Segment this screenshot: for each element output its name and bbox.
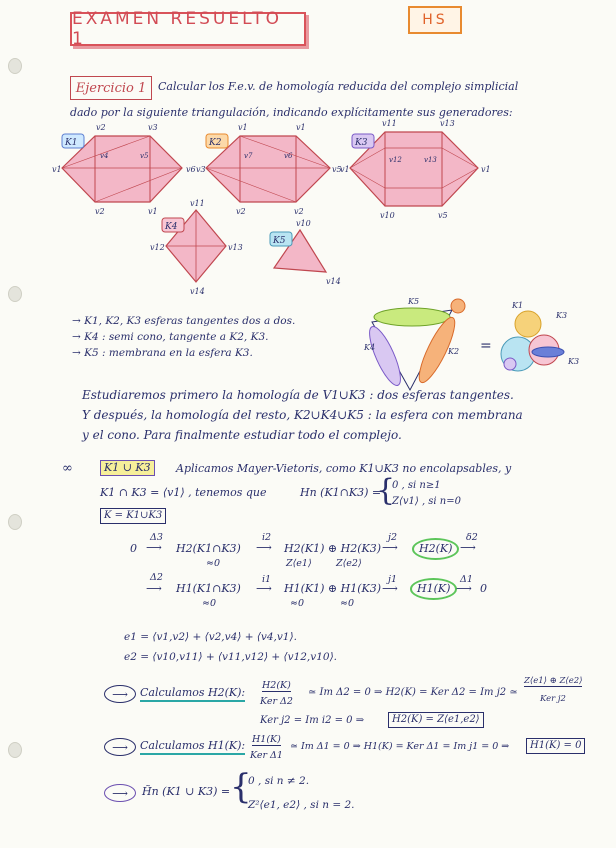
calc-h2-label: Calculamos H2(K): xyxy=(140,686,245,702)
note-line-2: → K4 : semi cono, tangente a K2, K3. xyxy=(72,331,269,343)
seq-row1-under-2: Z⟨e1⟩ xyxy=(286,558,312,569)
study-line-2: Y después, la homología del resto, K2∪K4∪K5 : la esfera con membrana xyxy=(82,408,523,422)
final-lhs: H̃n (K1 ∪ K3) = xyxy=(142,785,231,798)
svg-text:K4: K4 xyxy=(364,343,376,352)
section-label: K1 ∪ K3 xyxy=(100,460,155,476)
seq-row1-under-1: ≈0 xyxy=(206,558,221,569)
svg-text:v5: v5 xyxy=(438,211,448,220)
final-case-1: 0 , si n ≠ 2. xyxy=(248,775,310,787)
svg-text:v11: v11 xyxy=(190,199,205,208)
calc-h1-result: H1(K) = 0 xyxy=(526,738,585,754)
k-definition: K = K1∪K3 xyxy=(100,508,166,524)
seq-row2-arrow-label: Δ2 xyxy=(150,572,163,583)
seq-row1-term-2: H2(K1) ⊕ H2(K3) xyxy=(284,542,381,555)
svg-text:v14: v14 xyxy=(190,287,205,296)
svg-text:v1: v1 xyxy=(238,123,248,132)
svg-text:=: = xyxy=(480,338,492,354)
calc-h2-line2: Ker j2 = Im i2 = 0 ⇒ xyxy=(260,715,365,726)
svg-text:v11: v11 xyxy=(382,119,397,128)
hn-intersection: Hn (K1∩K3) = xyxy=(300,486,382,499)
svg-text:v3: v3 xyxy=(196,165,206,174)
svg-text:v5: v5 xyxy=(140,152,149,160)
exercise-label: Ejercicio 1 xyxy=(70,76,152,100)
k3-tag: K3 xyxy=(355,138,368,148)
svg-text:v6: v6 xyxy=(186,165,196,174)
seq-row1-arrow-label: j2 xyxy=(388,532,397,543)
arrow-icon: ⟶ xyxy=(382,541,398,554)
arrow-icon: ⟶ xyxy=(256,541,272,554)
calc-h1-label: Calculamos H1(K): xyxy=(140,739,245,755)
hn-case-2: Z⟨v1⟩ , si n=0 xyxy=(392,496,461,507)
arrow-icon: ⟶ xyxy=(382,582,398,595)
mv-line-2: K1 ∩ K3 = ⟨v1⟩ , tenemos que xyxy=(100,486,267,499)
svg-text:K3: K3 xyxy=(556,311,568,320)
svg-text:v13: v13 xyxy=(440,119,455,128)
subject-tag: HS xyxy=(408,6,462,34)
k1-tag: K1 xyxy=(65,138,78,148)
calc-h2-chain: ≃ Im Δ2 = 0 ⇒ H2(K) = Ker Δ2 = Im j2 ≃ xyxy=(308,687,518,698)
k2-tag: K2 xyxy=(209,138,222,148)
calc-h1-frac-top: H1(K) xyxy=(252,734,281,745)
svg-text:K5: K5 xyxy=(408,297,420,306)
svg-text:v2: v2 xyxy=(236,207,246,216)
svg-text:v14: v14 xyxy=(326,277,341,286)
seq-row1-zero: 0 xyxy=(130,542,137,555)
svg-text:v12: v12 xyxy=(389,156,402,164)
seq-row2-term-3: H1(K) xyxy=(410,578,457,600)
calc-h2-frac-bottom: Ker Δ2 xyxy=(260,696,293,707)
note-line-3: → K5 : membrana en la esfera K3. xyxy=(72,347,253,359)
seq-row2-under-2: ≈0 xyxy=(290,598,305,609)
svg-text:v10: v10 xyxy=(380,211,395,220)
statement-line-2: dado por la siguiente triangulación, indicando explícitamente sus generadores: xyxy=(70,106,513,119)
seq-row2-arrow-label: j1 xyxy=(388,574,397,585)
svg-text:v7: v7 xyxy=(244,152,253,160)
generator-e1: e1 = ⟨v1,v2⟩ + ⟨v2,v4⟩ + ⟨v4,v1⟩. xyxy=(124,631,297,643)
calc-h1-chain: ≃ Im Δ1 = 0 ⇒ H1(K) = Ker Δ1 = Im j1 = 0 ⇒ xyxy=(290,741,510,752)
arrow-icon: ⟶ xyxy=(146,582,162,595)
svg-text:v13: v13 xyxy=(228,243,243,252)
right-arrow-icon: ⟶ xyxy=(104,685,136,703)
svg-text:v1: v1 xyxy=(296,123,306,132)
seq-row2-arrow-label: i1 xyxy=(262,574,272,585)
hn-case-1: 0 , si n≥1 xyxy=(392,480,441,491)
seq-row2-arrow-label: Δ1 xyxy=(460,574,473,585)
svg-text:v1: v1 xyxy=(52,165,62,174)
binder-hole xyxy=(8,58,22,74)
svg-text:K2: K2 xyxy=(448,347,460,356)
calc-h1-frac-bottom: Ker Δ1 xyxy=(250,750,283,761)
svg-text:v2: v2 xyxy=(294,207,304,216)
left-brace: { xyxy=(230,767,252,807)
svg-text:v12: v12 xyxy=(150,243,165,252)
right-arrow-icon: ⟶ xyxy=(104,784,136,802)
seq-row1-under-3: Z⟨e2⟩ xyxy=(336,558,362,569)
triangulation-figures xyxy=(0,118,616,408)
seq-row1-term-1: H2(K1∩K3) xyxy=(176,542,241,555)
svg-text:v1: v1 xyxy=(148,207,158,216)
seq-row2-term-2: H1(K1) ⊕ H1(K3) xyxy=(284,582,381,595)
generator-e2: e2 = ⟨v10,v11⟩ + ⟨v11,v12⟩ + ⟨v12,v10⟩. xyxy=(124,651,337,663)
arrow-icon: ⟶ xyxy=(146,541,162,554)
seq-row2-term-1: H1(K1∩K3) xyxy=(176,582,241,595)
seq-row1-arrow-label: i2 xyxy=(262,532,272,543)
svg-text:v3: v3 xyxy=(148,123,158,132)
study-line-3: y el cono. Para finalmente estudiar todo el complejo. xyxy=(82,428,402,442)
calc-h2-frac2-bottom: Ker j2 xyxy=(540,694,566,704)
seq-row2-zero: 0 xyxy=(480,582,487,595)
svg-text:v10: v10 xyxy=(296,219,311,228)
seq-row1-term-3: H2(K) xyxy=(412,538,459,560)
mv-line-1: Aplicamos Mayer-Vietoris, como K1∪K3 no encolapsables, y xyxy=(176,462,512,475)
study-line-1: Estudiaremos primero la homología de V1∪K3 : dos esferas tangentes. xyxy=(82,388,514,402)
k4-tag: K4 xyxy=(165,222,178,232)
svg-text:v13: v13 xyxy=(424,156,437,164)
seq-row1-arrow-label: Δ3 xyxy=(150,532,163,543)
page-title: EXAMEN RESUELTO 1 xyxy=(70,12,306,46)
svg-text:v2: v2 xyxy=(95,207,105,216)
note-line-1: → K1, K2, K3 esferas tangentes dos a dos. xyxy=(72,315,296,327)
right-arrow-icon: ⟶ xyxy=(104,738,136,756)
arrow-icon: ⟶ xyxy=(256,582,272,595)
k5-tag: K5 xyxy=(273,236,286,246)
arrow-icon: ⟶ xyxy=(460,541,476,554)
svg-text:v6: v6 xyxy=(284,152,293,160)
calc-h2-frac-top: H2(K) xyxy=(262,680,291,691)
svg-text:K1: K1 xyxy=(512,301,524,310)
final-case-2: Z²⟨e1, e2⟩ , si n = 2. xyxy=(248,799,355,811)
k4-diamond xyxy=(150,199,243,296)
vertex-label: v2 xyxy=(96,123,106,132)
binder-hole xyxy=(8,742,22,758)
calc-h2-frac2-top: Z⟨e1⟩ ⊕ Z⟨e2⟩ xyxy=(524,676,583,686)
section-marker: ∞ xyxy=(62,461,73,476)
binder-hole xyxy=(8,514,22,530)
seq-row2-under-1: ≈0 xyxy=(202,598,217,609)
svg-text:K3: K3 xyxy=(568,357,580,366)
seq-row1-arrow-label: δ2 xyxy=(466,532,478,543)
svg-text:v4: v4 xyxy=(100,152,109,160)
statement-line-1: Calcular los F.e.v. de homología reducida del complejo simplicial xyxy=(158,80,519,93)
arrow-icon: ⟶ xyxy=(456,582,472,595)
svg-text:v1: v1 xyxy=(340,165,350,174)
svg-text:v5: v5 xyxy=(332,165,342,174)
svg-text:v1: v1 xyxy=(481,165,491,174)
seq-row2-under-3: ≈0 xyxy=(340,598,355,609)
calc-h2-result: H2(K) = Z⟨e1,e2⟩ xyxy=(388,712,484,728)
complex-3d-sketch xyxy=(363,297,579,390)
k5-triangle xyxy=(274,219,341,286)
left-brace: { xyxy=(376,473,396,508)
